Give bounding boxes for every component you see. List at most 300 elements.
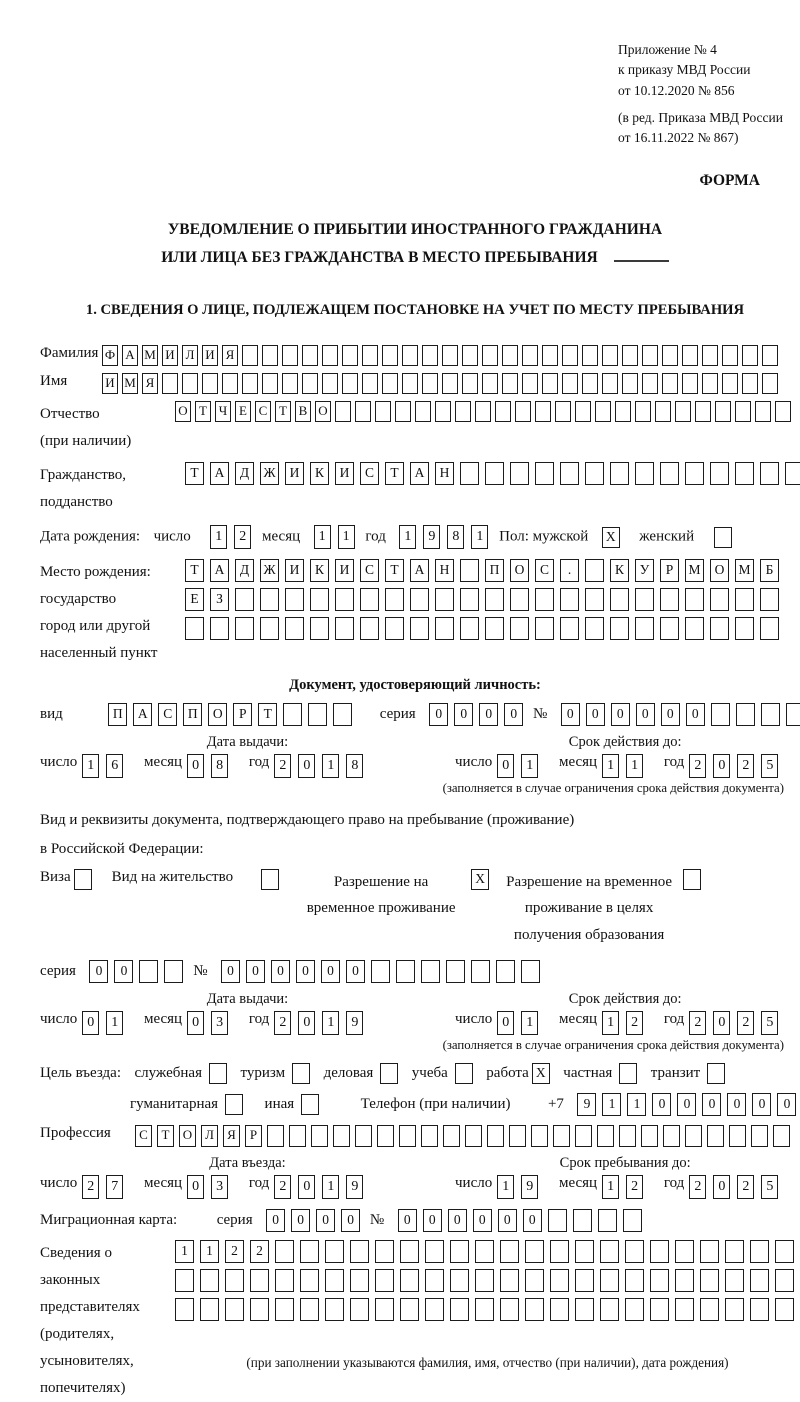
char-cell[interactable] (555, 401, 571, 422)
humanitarian-checkbox[interactable] (225, 1094, 243, 1115)
char-cell[interactable] (702, 345, 718, 366)
char-cell[interactable]: 0 (504, 703, 523, 726)
char-cell[interactable] (402, 373, 418, 394)
char-cell[interactable] (322, 373, 338, 394)
char-cell[interactable]: Л (201, 1125, 218, 1147)
char-cell[interactable]: Т (385, 462, 404, 485)
char-cell[interactable]: 0 (187, 1011, 204, 1035)
char-cell[interactable] (575, 1269, 594, 1292)
char-cell[interactable] (475, 1269, 494, 1292)
char-cell[interactable]: Ж (260, 462, 279, 485)
char-cell[interactable]: 0 (636, 703, 655, 726)
char-cell[interactable]: 0 (346, 960, 365, 983)
char-cell[interactable]: 0 (652, 1093, 671, 1116)
business-checkbox[interactable] (380, 1063, 398, 1084)
char-cell[interactable]: Д (235, 559, 254, 582)
char-cell[interactable] (675, 401, 691, 422)
char-cell[interactable]: 1 (626, 754, 643, 778)
char-cell[interactable]: Р (245, 1125, 262, 1147)
char-cell[interactable]: 0 (398, 1209, 417, 1232)
char-cell[interactable] (560, 588, 579, 611)
char-cell[interactable] (322, 345, 338, 366)
char-cell[interactable]: У (635, 559, 654, 582)
char-cell[interactable]: М (142, 345, 158, 366)
char-cell[interactable] (535, 462, 554, 485)
char-cell[interactable] (602, 345, 618, 366)
char-cell[interactable]: С (535, 559, 554, 582)
char-cell[interactable] (202, 373, 218, 394)
char-cell[interactable] (525, 1269, 544, 1292)
residence-permit-checkbox[interactable] (261, 869, 279, 890)
char-cell[interactable] (283, 703, 302, 726)
char-cell[interactable] (642, 345, 658, 366)
other-checkbox[interactable] (301, 1094, 319, 1115)
char-cell[interactable]: 2 (82, 1175, 99, 1199)
char-cell[interactable]: 1 (338, 525, 355, 549)
char-cell[interactable]: 0 (429, 703, 448, 726)
char-cell[interactable] (735, 401, 751, 422)
char-cell[interactable]: А (210, 559, 229, 582)
char-cell[interactable] (242, 373, 258, 394)
char-cell[interactable] (650, 1298, 669, 1321)
char-cell[interactable] (222, 373, 238, 394)
char-cell[interactable] (582, 373, 598, 394)
char-cell[interactable]: 0 (291, 1209, 310, 1232)
char-cell[interactable]: 0 (114, 960, 133, 983)
char-cell[interactable] (742, 373, 758, 394)
char-cell[interactable]: 0 (187, 754, 204, 778)
char-cell[interactable]: 1 (314, 525, 331, 549)
char-cell[interactable] (260, 617, 279, 640)
char-cell[interactable]: Б (760, 559, 779, 582)
char-cell[interactable]: 2 (274, 754, 291, 778)
char-cell[interactable]: 1 (200, 1240, 219, 1263)
char-cell[interactable] (685, 462, 704, 485)
char-cell[interactable]: О (179, 1125, 196, 1147)
char-cell[interactable] (185, 617, 204, 640)
char-cell[interactable]: А (210, 462, 229, 485)
char-cell[interactable]: А (133, 703, 152, 726)
work-checkbox[interactable]: X (532, 1063, 550, 1084)
char-cell[interactable]: 2 (274, 1175, 291, 1199)
char-cell[interactable] (382, 373, 398, 394)
char-cell[interactable] (400, 1298, 419, 1321)
char-cell[interactable]: 0 (298, 754, 315, 778)
char-cell[interactable]: 1 (497, 1175, 514, 1199)
char-cell[interactable] (550, 1240, 569, 1263)
char-cell[interactable]: Н (435, 559, 454, 582)
char-cell[interactable]: Е (185, 588, 204, 611)
temp-residence-education-checkbox[interactable] (683, 869, 701, 890)
char-cell[interactable] (371, 960, 390, 983)
char-cell[interactable] (360, 617, 379, 640)
char-cell[interactable] (560, 617, 579, 640)
char-cell[interactable] (289, 1125, 306, 1147)
char-cell[interactable] (760, 588, 779, 611)
char-cell[interactable]: 0 (298, 1011, 315, 1035)
char-cell[interactable]: 2 (689, 754, 706, 778)
char-cell[interactable] (735, 588, 754, 611)
char-cell[interactable]: Н (435, 462, 454, 485)
char-cell[interactable] (462, 373, 478, 394)
char-cell[interactable]: Ф (102, 345, 118, 366)
char-cell[interactable] (485, 462, 504, 485)
char-cell[interactable]: К (310, 462, 329, 485)
official-checkbox[interactable] (209, 1063, 227, 1084)
char-cell[interactable] (535, 588, 554, 611)
char-cell[interactable] (502, 345, 518, 366)
char-cell[interactable] (355, 401, 371, 422)
char-cell[interactable] (729, 1125, 746, 1147)
char-cell[interactable]: И (335, 462, 354, 485)
char-cell[interactable] (182, 373, 198, 394)
char-cell[interactable]: И (335, 559, 354, 582)
char-cell[interactable] (455, 401, 471, 422)
char-cell[interactable] (487, 1125, 504, 1147)
char-cell[interactable] (675, 1240, 694, 1263)
char-cell[interactable]: Я (223, 1125, 240, 1147)
char-cell[interactable]: 0 (296, 960, 315, 983)
char-cell[interactable] (785, 462, 800, 485)
char-cell[interactable] (335, 617, 354, 640)
char-cell[interactable]: 0 (561, 703, 580, 726)
char-cell[interactable] (635, 401, 651, 422)
char-cell[interactable]: 0 (246, 960, 265, 983)
char-cell[interactable]: С (158, 703, 177, 726)
char-cell[interactable] (242, 345, 258, 366)
char-cell[interactable] (786, 703, 800, 726)
char-cell[interactable] (615, 401, 631, 422)
char-cell[interactable]: 2 (274, 1011, 291, 1035)
char-cell[interactable] (225, 1269, 244, 1292)
char-cell[interactable] (762, 345, 778, 366)
char-cell[interactable] (761, 703, 780, 726)
char-cell[interactable] (635, 617, 654, 640)
char-cell[interactable]: 8 (447, 525, 464, 549)
char-cell[interactable] (675, 1298, 694, 1321)
char-cell[interactable] (760, 462, 779, 485)
char-cell[interactable] (750, 1269, 769, 1292)
char-cell[interactable] (375, 1298, 394, 1321)
char-cell[interactable]: . (560, 559, 579, 582)
char-cell[interactable]: Д (235, 462, 254, 485)
char-cell[interactable] (399, 1125, 416, 1147)
char-cell[interactable] (375, 401, 391, 422)
char-cell[interactable] (685, 617, 704, 640)
char-cell[interactable] (200, 1298, 219, 1321)
char-cell[interactable] (435, 401, 451, 422)
char-cell[interactable]: 0 (479, 703, 498, 726)
char-cell[interactable]: 1 (602, 1011, 619, 1035)
char-cell[interactable] (395, 401, 411, 422)
char-cell[interactable] (375, 1240, 394, 1263)
char-cell[interactable] (575, 1125, 592, 1147)
char-cell[interactable]: Е (235, 401, 251, 422)
char-cell[interactable] (642, 373, 658, 394)
char-cell[interactable] (460, 462, 479, 485)
char-cell[interactable] (462, 345, 478, 366)
char-cell[interactable] (311, 1125, 328, 1147)
char-cell[interactable]: О (208, 703, 227, 726)
char-cell[interactable] (275, 1240, 294, 1263)
char-cell[interactable] (446, 960, 465, 983)
char-cell[interactable] (662, 373, 678, 394)
char-cell[interactable] (755, 401, 771, 422)
char-cell[interactable]: Ж (260, 559, 279, 582)
char-cell[interactable] (675, 1269, 694, 1292)
char-cell[interactable] (736, 703, 755, 726)
char-cell[interactable] (582, 345, 598, 366)
char-cell[interactable] (635, 462, 654, 485)
char-cell[interactable] (300, 1298, 319, 1321)
char-cell[interactable]: 5 (761, 754, 778, 778)
char-cell[interactable] (450, 1298, 469, 1321)
char-cell[interactable] (553, 1125, 570, 1147)
char-cell[interactable]: 0 (713, 1175, 730, 1199)
char-cell[interactable]: 0 (82, 1011, 99, 1035)
char-cell[interactable] (710, 617, 729, 640)
char-cell[interactable] (623, 1209, 642, 1232)
char-cell[interactable] (550, 1269, 569, 1292)
char-cell[interactable] (302, 373, 318, 394)
char-cell[interactable] (435, 617, 454, 640)
char-cell[interactable]: 2 (626, 1175, 643, 1199)
char-cell[interactable]: 0 (713, 754, 730, 778)
char-cell[interactable]: Т (275, 401, 291, 422)
char-cell[interactable]: 0 (341, 1209, 360, 1232)
char-cell[interactable]: И (102, 373, 118, 394)
char-cell[interactable] (707, 1125, 724, 1147)
char-cell[interactable] (695, 401, 711, 422)
char-cell[interactable] (375, 1269, 394, 1292)
char-cell[interactable] (562, 373, 578, 394)
char-cell[interactable] (700, 1269, 719, 1292)
char-cell[interactable] (235, 588, 254, 611)
char-cell[interactable]: 8 (346, 754, 363, 778)
char-cell[interactable] (400, 1240, 419, 1263)
char-cell[interactable]: 1 (627, 1093, 646, 1116)
char-cell[interactable] (573, 1209, 592, 1232)
char-cell[interactable] (500, 1269, 519, 1292)
char-cell[interactable] (660, 588, 679, 611)
char-cell[interactable] (475, 1240, 494, 1263)
char-cell[interactable]: О (175, 401, 191, 422)
char-cell[interactable] (377, 1125, 394, 1147)
char-cell[interactable] (600, 1269, 619, 1292)
char-cell[interactable] (482, 373, 498, 394)
char-cell[interactable]: 3 (211, 1011, 228, 1035)
char-cell[interactable] (282, 345, 298, 366)
char-cell[interactable] (250, 1269, 269, 1292)
char-cell[interactable] (725, 1269, 744, 1292)
char-cell[interactable] (735, 617, 754, 640)
char-cell[interactable] (775, 1298, 794, 1321)
char-cell[interactable] (550, 1298, 569, 1321)
char-cell[interactable]: 0 (702, 1093, 721, 1116)
char-cell[interactable] (622, 373, 638, 394)
char-cell[interactable] (333, 1125, 350, 1147)
char-cell[interactable] (450, 1269, 469, 1292)
char-cell[interactable] (525, 1298, 544, 1321)
char-cell[interactable] (495, 401, 511, 422)
char-cell[interactable]: В (295, 401, 311, 422)
char-cell[interactable] (385, 588, 404, 611)
char-cell[interactable] (660, 462, 679, 485)
char-cell[interactable]: 0 (497, 1011, 514, 1035)
char-cell[interactable]: И (162, 345, 178, 366)
char-cell[interactable] (600, 1240, 619, 1263)
char-cell[interactable]: 9 (521, 1175, 538, 1199)
char-cell[interactable]: 2 (250, 1240, 269, 1263)
char-cell[interactable]: И (285, 559, 304, 582)
char-cell[interactable] (510, 617, 529, 640)
char-cell[interactable]: О (710, 559, 729, 582)
char-cell[interactable]: 3 (211, 1175, 228, 1199)
char-cell[interactable]: Т (157, 1125, 174, 1147)
char-cell[interactable]: И (202, 345, 218, 366)
char-cell[interactable] (641, 1125, 658, 1147)
char-cell[interactable] (760, 617, 779, 640)
char-cell[interactable] (382, 345, 398, 366)
char-cell[interactable] (655, 401, 671, 422)
char-cell[interactable] (600, 1298, 619, 1321)
char-cell[interactable] (773, 1125, 790, 1147)
char-cell[interactable]: 0 (473, 1209, 492, 1232)
tourism-checkbox[interactable] (292, 1063, 310, 1084)
char-cell[interactable] (522, 345, 538, 366)
char-cell[interactable] (335, 588, 354, 611)
char-cell[interactable] (625, 1240, 644, 1263)
char-cell[interactable] (585, 617, 604, 640)
char-cell[interactable]: 1 (521, 1011, 538, 1035)
char-cell[interactable]: 1 (322, 1011, 339, 1035)
char-cell[interactable]: П (108, 703, 127, 726)
char-cell[interactable] (325, 1240, 344, 1263)
char-cell[interactable] (682, 373, 698, 394)
char-cell[interactable]: 8 (211, 754, 228, 778)
char-cell[interactable]: 1 (175, 1240, 194, 1263)
char-cell[interactable] (482, 345, 498, 366)
char-cell[interactable]: 0 (686, 703, 705, 726)
char-cell[interactable]: 2 (234, 525, 251, 549)
char-cell[interactable] (410, 588, 429, 611)
char-cell[interactable] (700, 1298, 719, 1321)
char-cell[interactable] (722, 345, 738, 366)
char-cell[interactable]: 0 (677, 1093, 696, 1116)
char-cell[interactable]: Р (233, 703, 252, 726)
char-cell[interactable] (610, 617, 629, 640)
char-cell[interactable] (510, 462, 529, 485)
visa-checkbox[interactable] (74, 869, 92, 890)
char-cell[interactable] (450, 1240, 469, 1263)
char-cell[interactable]: 1 (471, 525, 488, 549)
char-cell[interactable] (425, 1240, 444, 1263)
char-cell[interactable] (585, 559, 604, 582)
char-cell[interactable] (210, 617, 229, 640)
char-cell[interactable] (710, 588, 729, 611)
char-cell[interactable] (421, 960, 440, 983)
char-cell[interactable] (333, 703, 352, 726)
char-cell[interactable]: 0 (221, 960, 240, 983)
char-cell[interactable] (460, 559, 479, 582)
char-cell[interactable] (443, 1125, 460, 1147)
char-cell[interactable]: 2 (689, 1011, 706, 1035)
char-cell[interactable] (465, 1125, 482, 1147)
char-cell[interactable] (725, 1240, 744, 1263)
char-cell[interactable] (471, 960, 490, 983)
char-cell[interactable] (700, 1240, 719, 1263)
char-cell[interactable] (525, 1240, 544, 1263)
char-cell[interactable] (422, 345, 438, 366)
char-cell[interactable] (325, 1298, 344, 1321)
char-cell[interactable] (762, 373, 778, 394)
char-cell[interactable] (775, 401, 791, 422)
char-cell[interactable]: 0 (321, 960, 340, 983)
char-cell[interactable] (262, 345, 278, 366)
char-cell[interactable] (742, 345, 758, 366)
char-cell[interactable]: А (122, 345, 138, 366)
char-cell[interactable] (164, 960, 183, 983)
char-cell[interactable]: 1 (322, 1175, 339, 1199)
char-cell[interactable]: С (255, 401, 271, 422)
male-checkbox[interactable]: X (602, 527, 620, 548)
char-cell[interactable] (722, 373, 738, 394)
char-cell[interactable] (610, 588, 629, 611)
char-cell[interactable] (362, 373, 378, 394)
char-cell[interactable] (402, 345, 418, 366)
char-cell[interactable]: 1 (399, 525, 416, 549)
study-checkbox[interactable] (455, 1063, 473, 1084)
char-cell[interactable]: С (135, 1125, 152, 1147)
char-cell[interactable] (310, 617, 329, 640)
char-cell[interactable]: 2 (737, 1011, 754, 1035)
char-cell[interactable] (282, 373, 298, 394)
char-cell[interactable]: М (735, 559, 754, 582)
char-cell[interactable] (750, 1298, 769, 1321)
char-cell[interactable] (410, 617, 429, 640)
char-cell[interactable]: Т (385, 559, 404, 582)
char-cell[interactable]: К (610, 559, 629, 582)
char-cell[interactable]: 0 (523, 1209, 542, 1232)
char-cell[interactable] (500, 1240, 519, 1263)
char-cell[interactable] (200, 1269, 219, 1292)
char-cell[interactable] (715, 401, 731, 422)
char-cell[interactable] (685, 588, 704, 611)
char-cell[interactable] (522, 373, 538, 394)
char-cell[interactable] (460, 588, 479, 611)
char-cell[interactable]: Я (222, 345, 238, 366)
char-cell[interactable] (711, 703, 730, 726)
char-cell[interactable]: 1 (521, 754, 538, 778)
char-cell[interactable] (575, 1298, 594, 1321)
char-cell[interactable] (502, 373, 518, 394)
char-cell[interactable] (510, 588, 529, 611)
char-cell[interactable] (460, 617, 479, 640)
char-cell[interactable]: 1 (602, 1175, 619, 1199)
char-cell[interactable] (575, 1240, 594, 1263)
char-cell[interactable] (362, 345, 378, 366)
char-cell[interactable]: 0 (611, 703, 630, 726)
char-cell[interactable] (325, 1269, 344, 1292)
char-cell[interactable] (595, 401, 611, 422)
char-cell[interactable]: П (183, 703, 202, 726)
char-cell[interactable]: С (360, 559, 379, 582)
char-cell[interactable] (585, 462, 604, 485)
char-cell[interactable] (602, 373, 618, 394)
char-cell[interactable] (750, 1240, 769, 1263)
char-cell[interactable] (542, 373, 558, 394)
char-cell[interactable]: 0 (448, 1209, 467, 1232)
